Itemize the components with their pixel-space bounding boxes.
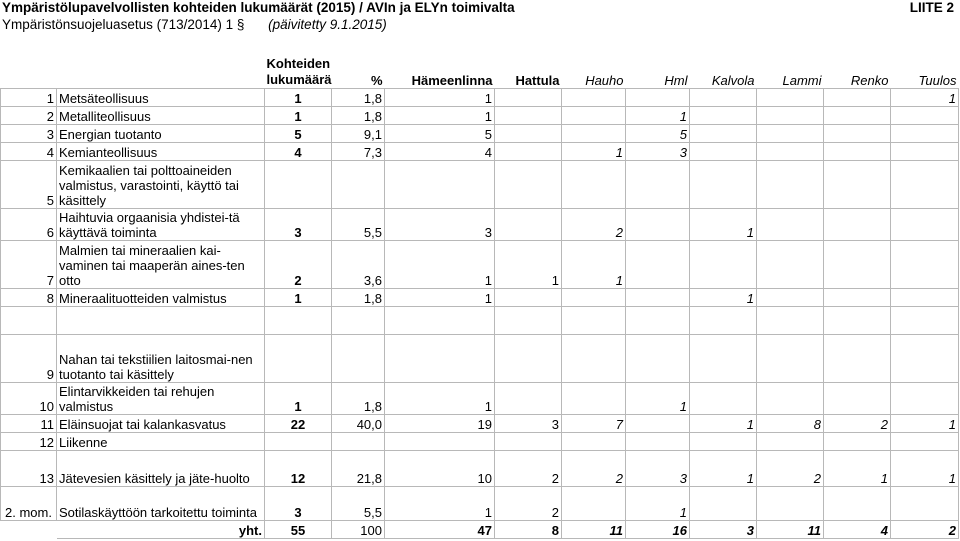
row-hattula [495, 288, 562, 306]
col-hattula: Hattula [515, 72, 560, 88]
row-hameenlinna: 1 [385, 106, 495, 124]
row-renko [824, 382, 891, 414]
row-hameenlinna: 1 [385, 382, 495, 414]
row-hauho: 1 [562, 142, 626, 160]
col-tuulos: Tuulos [918, 72, 957, 88]
table-row [1, 142, 959, 160]
row-tuulos [891, 432, 959, 450]
col-hml: Hml [664, 72, 688, 88]
row-percent: 40,0 [332, 414, 385, 432]
total-hauho: 11 [562, 520, 626, 538]
row-count [265, 432, 332, 450]
row-hml: 3 [626, 450, 690, 486]
total-hattula: 8 [495, 520, 562, 538]
row-hattula [495, 432, 562, 450]
row-count: 1 [265, 88, 332, 106]
row-name: Kemikaalien tai polttoaineiden valmistus, varastointi, käyttö tai käsittely [57, 160, 265, 208]
row-number: 9 [1, 334, 57, 382]
row-hml [626, 334, 690, 382]
row-hml [626, 414, 690, 432]
row-number: 11 [1, 414, 57, 432]
row-hml [626, 88, 690, 106]
total-hameenlinna: 47 [385, 520, 495, 538]
row-tuulos [891, 486, 959, 520]
row-hauho [562, 160, 626, 208]
row-lammi: 2 [757, 450, 824, 486]
table-row [1, 334, 959, 382]
header-row [1, 46, 959, 88]
row-count: 4 [265, 142, 332, 160]
row-name: Sotilaskäyttöön tarkoitettu toiminta [57, 486, 265, 520]
row-renko [824, 106, 891, 124]
row-percent: 1,8 [332, 382, 385, 414]
row-count [265, 160, 332, 208]
row-lammi [757, 208, 824, 240]
row-renko [824, 160, 891, 208]
row-name: Metalliteollisuus [57, 106, 265, 124]
table-row [1, 432, 959, 450]
row-hameenlinna [385, 334, 495, 382]
row-hauho: 7 [562, 414, 626, 432]
row-renko [824, 208, 891, 240]
row-percent: 1,8 [332, 106, 385, 124]
row-tuulos: 1 [891, 414, 959, 432]
row-hml: 1 [626, 382, 690, 414]
row-hameenlinna: 1 [385, 288, 495, 306]
document-title: Ympäristölupavelvollisten kohteiden lukumäärät (2015) / AVIn ja ELYn toimivalta [2, 0, 515, 15]
row-kalvola: 1 [690, 288, 757, 306]
row-percent: 3,6 [332, 240, 385, 288]
row-count: 1 [265, 288, 332, 306]
row-name: Nahan tai tekstiilien laitosmai-nen tuotanto tai käsittely [57, 334, 265, 382]
row-lammi [757, 486, 824, 520]
row-name: Eläinsuojat tai kalankasvatus [57, 414, 265, 432]
row-hattula: 2 [495, 486, 562, 520]
row-name: Liikenne [57, 432, 265, 450]
row-hameenlinna: 3 [385, 208, 495, 240]
row-number: 1 [1, 88, 57, 106]
row-hameenlinna [385, 160, 495, 208]
total-kalvola: 3 [690, 520, 757, 538]
row-name: Energian tuotanto [57, 124, 265, 142]
row-kalvola [690, 432, 757, 450]
row-lammi [757, 382, 824, 414]
row-kalvola [690, 124, 757, 142]
row-lammi [757, 88, 824, 106]
row-percent: 9,1 [332, 124, 385, 142]
row-hattula: 3 [495, 414, 562, 432]
row-lammi [757, 142, 824, 160]
row-kalvola [690, 240, 757, 288]
col-kalvola: Kalvola [711, 72, 755, 88]
row-hattula [495, 142, 562, 160]
row-renko [824, 88, 891, 106]
row-number: 7 [1, 240, 57, 288]
row-lammi [757, 432, 824, 450]
row-tuulos: 1 [891, 88, 959, 106]
row-tuulos: 1 [891, 450, 959, 486]
summary-table [0, 46, 959, 539]
row-renko: 2 [824, 414, 891, 432]
total-tuulos: 2 [891, 520, 959, 538]
row-hml [626, 288, 690, 306]
row-kalvola [690, 88, 757, 106]
row-hauho: 1 [562, 240, 626, 288]
row-hattula [495, 382, 562, 414]
row-count: 1 [265, 106, 332, 124]
row-hauho: 2 [562, 450, 626, 486]
row-percent: 1,8 [332, 88, 385, 106]
row-hameenlinna: 1 [385, 486, 495, 520]
row-lammi [757, 334, 824, 382]
row-count: 12 [265, 450, 332, 486]
row-tuulos [891, 334, 959, 382]
row-hauho [562, 334, 626, 382]
row-hauho [562, 88, 626, 106]
row-renko [824, 124, 891, 142]
spacer-row [1, 306, 959, 334]
col-count: Kohteiden lukumäärä [266, 55, 332, 87]
row-number: 12 [1, 432, 57, 450]
row-hattula [495, 88, 562, 106]
row-hml [626, 240, 690, 288]
row-number: 2. mom. [1, 486, 57, 520]
row-count: 5 [265, 124, 332, 142]
row-lammi [757, 106, 824, 124]
subtitle-text: Ympäristönsuojeluasetus (713/2014) 1 § [2, 17, 245, 32]
table-row [1, 486, 959, 520]
row-lammi [757, 124, 824, 142]
row-tuulos [891, 240, 959, 288]
row-number: 10 [1, 382, 57, 414]
row-percent: 7,3 [332, 142, 385, 160]
row-hml [626, 208, 690, 240]
col-renko: Renko [850, 72, 889, 88]
row-lammi [757, 240, 824, 288]
table-row [1, 414, 959, 432]
row-name: Metsäteollisuus [57, 88, 265, 106]
row-kalvola [690, 486, 757, 520]
table-row [1, 240, 959, 288]
col-pct: % [370, 72, 383, 88]
row-tuulos [891, 208, 959, 240]
row-number: 13 [1, 450, 57, 486]
row-name: Jätevesien käsittely ja jäte-huolto [57, 450, 265, 486]
row-kalvola: 1 [690, 414, 757, 432]
row-count: 22 [265, 414, 332, 432]
row-lammi [757, 160, 824, 208]
row-hameenlinna: 1 [385, 240, 495, 288]
row-hauho [562, 382, 626, 414]
total-label: yht. [57, 520, 265, 538]
col-hameenlinna: Hämeenlinna [411, 72, 493, 88]
total-renko: 4 [824, 520, 891, 538]
table-row [1, 288, 959, 306]
row-hattula [495, 208, 562, 240]
row-renko [824, 334, 891, 382]
row-number: 2 [1, 106, 57, 124]
row-hameenlinna: 1 [385, 88, 495, 106]
row-name: Kemianteollisuus [57, 142, 265, 160]
table-row [1, 106, 959, 124]
total-count: 55 [265, 520, 332, 538]
row-kalvola: 1 [690, 208, 757, 240]
row-hameenlinna: 19 [385, 414, 495, 432]
row-percent [332, 160, 385, 208]
row-count: 2 [265, 240, 332, 288]
row-renko [824, 240, 891, 288]
total-row [1, 520, 959, 538]
row-hauho [562, 486, 626, 520]
row-kalvola [690, 160, 757, 208]
row-hml: 3 [626, 142, 690, 160]
row-hml: 1 [626, 486, 690, 520]
table-row [1, 208, 959, 240]
row-lammi [757, 288, 824, 306]
row-count: 3 [265, 208, 332, 240]
row-name: Elintarvikkeiden tai rehujen valmistus [57, 382, 265, 414]
updated-date: (päivitetty 9.1.2015) [268, 17, 387, 32]
row-hattula: 2 [495, 450, 562, 486]
total-hml: 16 [626, 520, 690, 538]
row-name: Malmien tai mineraalien kai-vaminen tai maaperän aines-ten otto [57, 240, 265, 288]
row-hameenlinna: 10 [385, 450, 495, 486]
row-hattula [495, 124, 562, 142]
row-hml [626, 432, 690, 450]
row-tuulos [891, 106, 959, 124]
row-kalvola [690, 106, 757, 124]
row-percent: 1,8 [332, 288, 385, 306]
row-renko: 1 [824, 450, 891, 486]
table-row [1, 124, 959, 142]
row-hameenlinna: 4 [385, 142, 495, 160]
col-hauho: Hauho [585, 72, 624, 88]
row-hauho: 2 [562, 208, 626, 240]
row-percent [332, 334, 385, 382]
table-row [1, 160, 959, 208]
row-kalvola [690, 382, 757, 414]
row-tuulos [891, 142, 959, 160]
table-row [1, 88, 959, 106]
row-name: Mineraalituotteiden valmistus [57, 288, 265, 306]
row-number: 4 [1, 142, 57, 160]
row-lammi: 8 [757, 414, 824, 432]
total-lammi: 11 [757, 520, 824, 538]
row-hml [626, 160, 690, 208]
row-count: 1 [265, 382, 332, 414]
row-hauho [562, 432, 626, 450]
row-hauho [562, 288, 626, 306]
row-hauho [562, 106, 626, 124]
row-number: 6 [1, 208, 57, 240]
row-hattula: 1 [495, 240, 562, 288]
row-percent: 5,5 [332, 486, 385, 520]
row-number: 8 [1, 288, 57, 306]
table-row [1, 382, 959, 414]
row-tuulos [891, 288, 959, 306]
row-tuulos [891, 160, 959, 208]
row-hml: 1 [626, 106, 690, 124]
row-name: Haihtuvia orgaanisia yhdistei-tä käyttävä toiminta [57, 208, 265, 240]
col-lammi: Lammi [782, 72, 822, 88]
row-kalvola: 1 [690, 450, 757, 486]
row-renko [824, 142, 891, 160]
row-number: 3 [1, 124, 57, 142]
row-hameenlinna: 5 [385, 124, 495, 142]
row-count: 3 [265, 486, 332, 520]
row-hattula [495, 106, 562, 124]
row-hattula [495, 160, 562, 208]
row-renko [824, 288, 891, 306]
row-count [265, 334, 332, 382]
row-percent [332, 432, 385, 450]
table-row [1, 450, 959, 486]
row-number: 5 [1, 160, 57, 208]
row-renko [824, 432, 891, 450]
attachment-label: LIITE 2 [909, 0, 954, 15]
row-tuulos [891, 124, 959, 142]
row-hameenlinna [385, 432, 495, 450]
row-kalvola [690, 142, 757, 160]
row-hattula [495, 334, 562, 382]
row-tuulos [891, 382, 959, 414]
row-percent: 21,8 [332, 450, 385, 486]
document-subtitle [2, 17, 387, 33]
row-percent: 5,5 [332, 208, 385, 240]
total-percent: 100 [332, 520, 385, 538]
row-hauho [562, 124, 626, 142]
row-hml: 5 [626, 124, 690, 142]
row-renko [824, 486, 891, 520]
row-kalvola [690, 334, 757, 382]
